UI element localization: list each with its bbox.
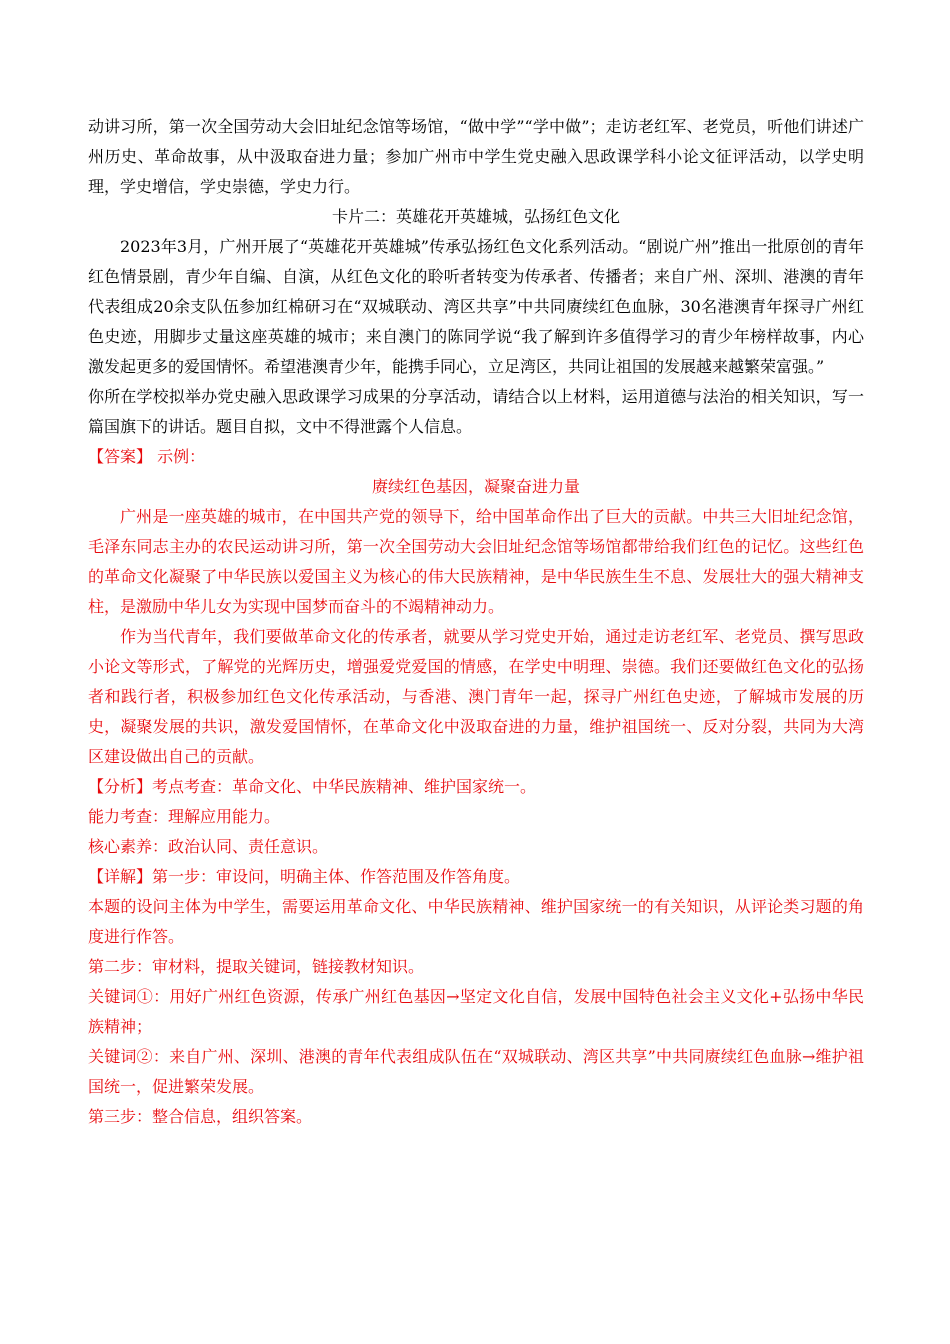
document-page [88,112,864,1132]
answer-title: 赓续红色基因，凝聚奋进力量 [371,477,580,496]
detail-step-3: 第三步：整合信息，组织答案。 [88,1107,313,1126]
detail-step-1-body: 本题的设问主体为中学生，需要运用革命文化、中华民族精神、维护国家统一的有关知识，从评论类习题的角度进行作答。 [88,897,864,946]
analysis-text-1: 考点考查：革命文化、中华民族精神、维护国家统一。 [152,777,537,796]
answer-paragraph-1: 广州是一座英雄的城市，在中国共产党的领导下，给中国革命作出了巨大的贡献。中共三大旧址纪念馆，毛泽东同志主办的农民运动讲习所，第一次全国劳动大会旧址纪念馆等场馆都带给我们红色的记忆。这些红色的革命文化凝聚了中华民族以爱国主义为核心的伟大民族精神，是中华民族生生不息、发展壮大的强大精神支柱，是激励中华儿女为实现中国梦而奋斗的不竭精神动力。 [88,507,864,616]
question-prompt: 你所在学校拟举办党史融入思政课学习成果的分享活动，请结合以上材料，运用道德与法治的相关知识，写一篇国旗下的讲话。题目自拟，文中不得泄露个人信息。 [88,387,864,436]
detail-keyword-2: 关键词②：来自广州、深圳、港澳的青年代表组成队伍在“双城联动、湾区共享”中共同赓续红色血脉→维护祖国统一，促进繁荣发展。 [88,1047,864,1096]
material-intro: 动讲习所，第一次全国劳动大会旧址纪念馆等场馆，“做中学”“学中做”；走访老红军、老党员，听他们讲述广州历史、革命故事，从中汲取奋进力量；参加广州市中学生党史融入思政课学科小论文征评活动，以学史明理，学史增信，学史崇德，学史力行。 [88,117,864,196]
detail-keyword-1: 关键词①：用好广州红色资源，传承广州红色基因→坚定文化自信，发展中国特色社会主义文化+弘扬中华民族精神； [88,987,864,1036]
card2-title: 卡片二：英雄花开英雄城，弘扬红色文化 [331,207,620,226]
card2-body: 2023年3月，广州开展了“英雄花开英雄城”传承弘扬红色文化系列活动。“剧说广州”推出一批原创的青年红色情景剧，青少年自编、自演，从红色文化的聆听者转变为传承者、传播者；来自广州、深圳、港澳的青年代表组成20余支队伍参加红棉研习在“双城联动、湾区共享”中共同赓续红色血脉，30名港澳青年探寻广州红色史迹，用脚步丈量这座英雄的城市；来自澳门的陈同学说“我了解到许多值得学习的青少年榜样故事，内心激发起更多的爱国情怀。希望港澳青少年，能携手同心，立足湾区，共同让祖国的发展越来越繁荣富强。” [88,237,864,376]
detail-label: 【详解】 [88,867,153,886]
analysis-line-2: 能力考查：理解应用能力。 [88,807,281,826]
answer-paragraph-2: 作为当代青年，我们要做革命文化的传承者，就要从学习党史开始，通过走访老红军、老党员、撰写思政小论文等形式，了解党的光辉历史，增强爱党爱国的情感，在学史中明理、崇德。我们还要做红色文化的弘扬者和践行者，积极参加红色文化传承活动，与香港、澳门青年一起，探寻广州红色史迹，了解城市发展的历史，凝聚发展的共识，激发爱国情怀，在革命文化中汲取奋进的力量，维护祖国统一、反对分裂，共同为大湾区建设做出自己的贡献。 [88,627,864,766]
detail-step-2: 第二步：审材料，提取关键词，链接教材知识。 [88,957,425,976]
analysis-line-1 [88,772,864,802]
analysis-label: 【分析】 [88,777,153,796]
detail-step-1 [88,862,864,892]
answer-label: 【答案】 [88,447,153,466]
answer-header [88,442,864,472]
answer-example-label: 示例： [157,447,206,466]
analysis-line-3: 核心素养：政治认同、责任意识。 [88,837,329,856]
detail-step-1-text: 第一步：审设问，明确主体、作答范围及作答角度。 [152,867,521,886]
